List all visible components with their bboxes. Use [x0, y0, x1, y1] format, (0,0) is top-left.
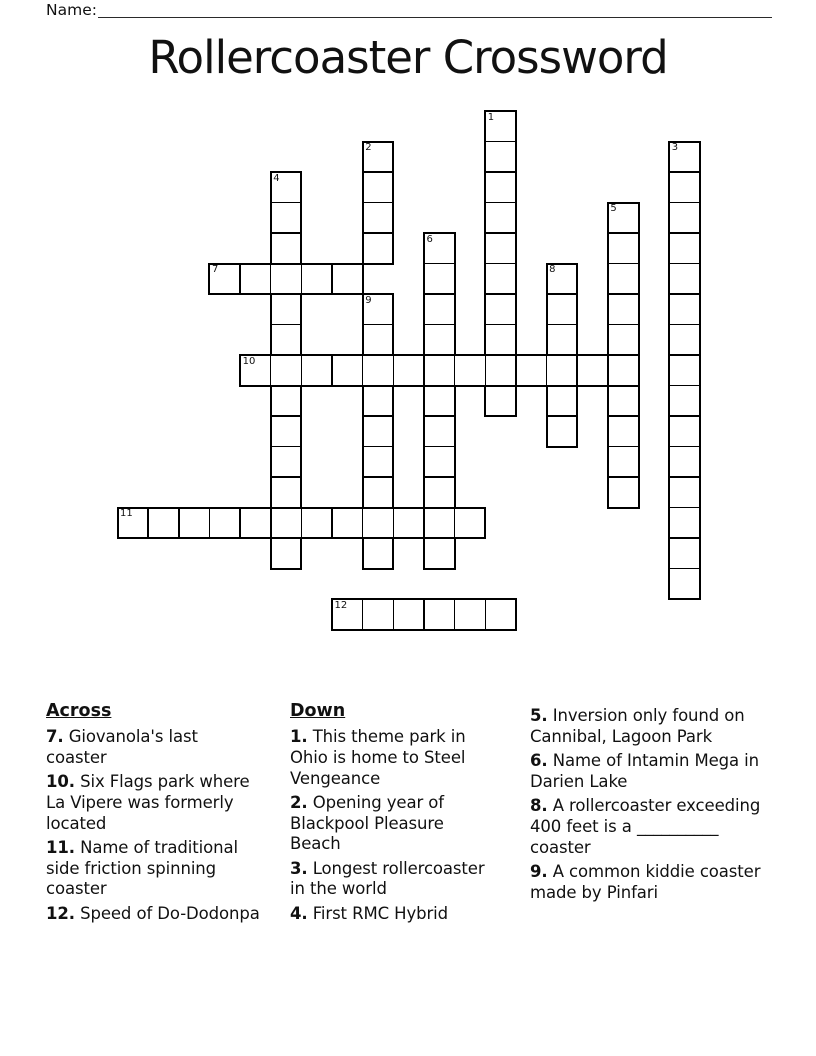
clue-number: 11.: [46, 837, 75, 857]
grid-line: [548, 324, 577, 326]
grid-line: [425, 446, 454, 448]
across-clues-column: [46, 701, 261, 928]
grid-line: [609, 263, 638, 265]
grid-line: [548, 293, 577, 295]
grid-line: [364, 171, 393, 173]
grid-line: [362, 600, 364, 629]
grid-line: [364, 415, 393, 417]
clue-down-9: 9. A common kiddie coaster made by Pinfari: [530, 861, 761, 902]
grid-line: [609, 415, 638, 417]
cell-number-10: 10: [242, 355, 256, 367]
grid-line: [486, 171, 515, 173]
grid-line: [486, 324, 515, 326]
cell-number-12: 12: [334, 599, 348, 611]
word-3-down[interactable]: [668, 141, 701, 601]
clue-across-11: 11. Name of traditional side friction spinning coaster: [46, 837, 238, 899]
page-title: Rollercoaster Crossword: [148, 31, 668, 84]
cell-number-6: 6: [426, 233, 433, 245]
clue-down-1: 1. This theme park in Ohio is home to Steel Vengeance: [290, 727, 466, 788]
grid-line: [272, 202, 301, 204]
cell-number-8: 8: [549, 264, 556, 275]
grid-line: [272, 232, 301, 234]
grid-line: [609, 476, 638, 478]
down-clues-column-2: [530, 701, 763, 907]
cell-number-2: 2: [365, 142, 372, 153]
grid-line: [364, 202, 393, 204]
grid-line: [486, 232, 515, 234]
grid-line: [670, 202, 699, 204]
word-2-down[interactable]: [362, 141, 395, 265]
grid-line: [486, 263, 515, 265]
clue-number: 5.: [530, 706, 548, 725]
clue-across-7: 7. Giovanola's last coaster: [46, 727, 198, 767]
grid-line: [486, 202, 515, 204]
down-clues-column-1: [290, 701, 488, 928]
word-11-across[interactable]: [117, 507, 487, 540]
grid-line: [331, 356, 333, 385]
grid-line: [485, 600, 487, 629]
clue-down-8: 8. A rollercoaster exceeding 400 feet is a __________ coaster: [530, 796, 761, 857]
grid-line: [301, 509, 303, 538]
grid-line: [272, 324, 301, 326]
clue-number: 9.: [530, 861, 548, 881]
grid-line: [609, 324, 638, 326]
word-10-across[interactable]: [239, 354, 639, 387]
cell-number-3: 3: [671, 142, 679, 153]
grid-line: [425, 263, 454, 265]
clue-number: 1.: [290, 727, 308, 746]
clue-number: 2.: [290, 792, 308, 812]
grid-line: [670, 507, 699, 509]
grid-line: [362, 356, 364, 385]
grid-line: [270, 356, 272, 385]
grid-line: [425, 293, 454, 295]
grid-line: [670, 354, 699, 356]
grid-line: [670, 263, 699, 265]
grid-line: [425, 476, 454, 478]
grid-line: [331, 509, 333, 538]
grid-line: [393, 509, 395, 538]
grid-line: [423, 600, 425, 629]
grid-line: [607, 356, 609, 385]
word-7-across[interactable]: [208, 263, 363, 296]
clue-down-5: 5. Inversion only found on Cannibal, Lagoon Park: [530, 706, 745, 746]
grid-line: [670, 171, 699, 173]
grid-line: [272, 446, 301, 448]
grid-line: [454, 509, 456, 538]
grid-line: [425, 324, 454, 326]
grid-line: [670, 385, 699, 387]
grid-line: [270, 509, 272, 538]
clue-down-4: 4. First RMC Hybrid: [290, 903, 449, 923]
grid-line: [301, 356, 303, 385]
clue-down-2: 2. Opening year of Blackpool Pleasure Beach: [290, 792, 444, 854]
grid-line: [670, 476, 699, 478]
grid-line: [546, 356, 548, 385]
clue-number: 4.: [290, 903, 308, 923]
grid-line: [670, 232, 699, 234]
grid-line: [362, 509, 364, 538]
clue-number: 12.: [46, 903, 75, 923]
grid-line: [515, 356, 517, 385]
word-12-across[interactable]: [331, 598, 517, 631]
grid-line: [670, 293, 699, 295]
grid-line: [393, 600, 395, 629]
clue-number: 8.: [530, 796, 548, 816]
grid-line: [301, 265, 303, 294]
grid-line: [576, 356, 578, 385]
grid-line: [270, 265, 272, 294]
grid-line: [454, 356, 456, 385]
grid-line: [670, 446, 699, 448]
name-label: Name:: [46, 1, 97, 19]
grid-line: [272, 476, 301, 478]
cell-number-9: 9: [365, 294, 372, 306]
clue-number: 10.: [46, 772, 75, 792]
grid-line: [364, 446, 393, 448]
clue-down-6: 6. Name of Intamin Mega in Darien Lake: [530, 751, 760, 791]
grid-line: [425, 415, 454, 417]
clue-number: 6.: [530, 751, 548, 771]
grid-line: [423, 509, 425, 538]
down-clues-list-1: [290, 727, 488, 925]
grid-line: [364, 324, 393, 326]
grid-line: [548, 415, 577, 417]
cell-number-5: 5: [610, 203, 617, 214]
grid-line: [147, 509, 149, 538]
cell-number-7: 7: [211, 264, 219, 275]
cell-number-11: 11: [120, 508, 133, 519]
clue-across-12: 12. Speed of Do-Dodonpa: [46, 903, 260, 923]
down-clues-list-2: [530, 706, 763, 904]
clue-number: 3.: [290, 858, 308, 878]
grid-line: [272, 415, 301, 417]
grid-line: [670, 415, 699, 417]
down-header: Down: [290, 701, 346, 721]
grid-line: [670, 324, 699, 326]
grid-line: [486, 293, 515, 295]
clue-down-3: 3. Longest rollercoaster in the world: [290, 858, 485, 899]
cell-number-4: 4: [273, 172, 280, 184]
across-clues-list: [46, 727, 261, 925]
grid-line: [178, 509, 180, 538]
grid-line: [609, 232, 638, 234]
across-header: Across: [46, 701, 112, 721]
grid-line: [364, 476, 393, 478]
grid-line: [331, 265, 333, 294]
grid-line: [670, 537, 699, 539]
grid-line: [486, 141, 515, 143]
grid-line: [485, 356, 487, 385]
grid-line: [670, 568, 699, 570]
grid-line: [609, 446, 638, 448]
grid-line: [239, 265, 241, 294]
clue-number: 7.: [46, 727, 64, 746]
grid-line: [239, 509, 241, 538]
grid-line: [454, 600, 456, 629]
cell-number-1: 1: [487, 111, 495, 123]
grid-line: [209, 509, 211, 538]
grid-line: [609, 293, 638, 295]
grid-line: [364, 232, 393, 234]
grid-line: [423, 356, 425, 385]
clue-across-10: 10. Six Flags park where La Vipere was formerly located: [46, 772, 250, 833]
grid-line: [393, 356, 395, 385]
